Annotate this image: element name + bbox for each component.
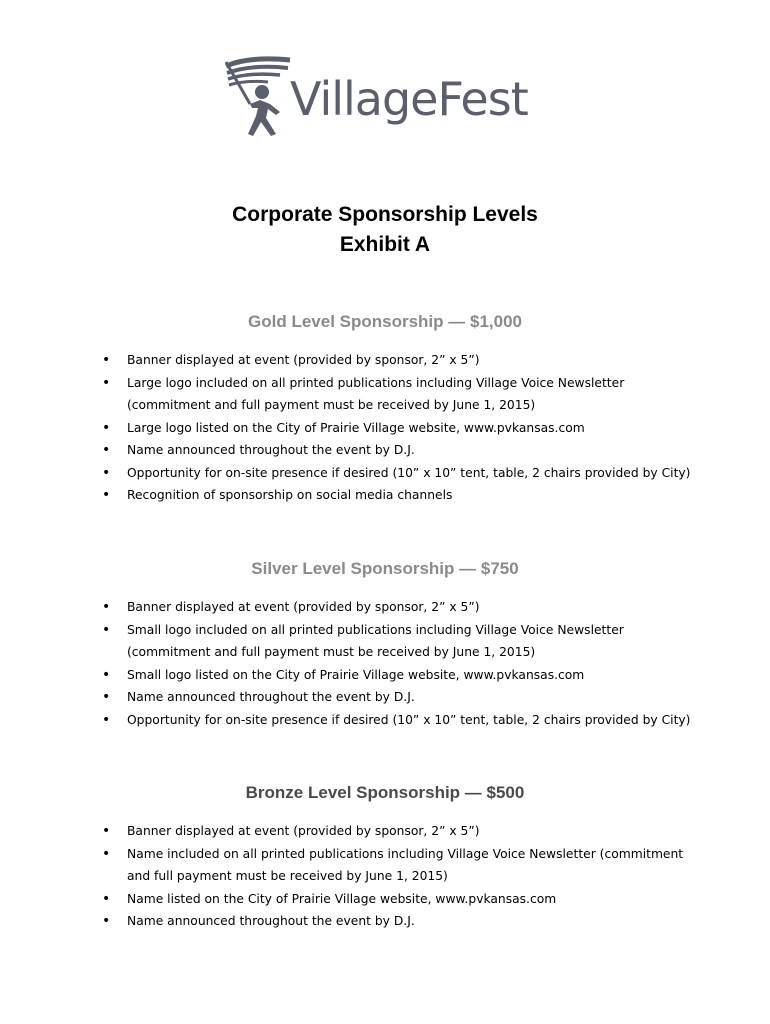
list-item: • Small logo included on all printed publications including Village Voice Newsletter — [105, 619, 705, 642]
list-item: • Name included on all printed publications including Village Voice Newsletter (commitment — [105, 843, 705, 866]
list-item: • Recognition of sponsorship on social media channels — [105, 484, 705, 507]
bronze-benefits-list — [105, 820, 705, 933]
list-item: • Name announced throughout the event by D.J. — [105, 910, 705, 933]
list-item-continuation: (commitment and full payment must be received by June 1, 2015) — [127, 398, 536, 412]
page-title: Corporate Sponsorship Levels — [232, 203, 538, 226]
list-item: • Name listed on the City of Prairie Village website, www.pvkansas.com — [105, 888, 705, 911]
list-item: • Small logo listed on the City of Prairie Village website, www.pvkansas.com — [105, 664, 705, 687]
logo-wordmark: VillageFest — [290, 72, 528, 126]
list-item: • Opportunity for on-site presence if desired (10” x 10” tent, table, 2 chairs provided by City) — [105, 462, 705, 485]
list-item: • Banner displayed at event (provided by sponsor, 2” x 5”) — [105, 596, 705, 619]
list-item-continuation: and full payment must be received by June 1, 2015) — [127, 869, 448, 883]
list-item: • Name announced throughout the event by D.J. — [105, 686, 705, 709]
list-item: • Banner displayed at event (provided by sponsor, 2” x 5”) — [105, 349, 705, 372]
flag-bearer-icon — [220, 52, 300, 142]
list-item: • Opportunity for on-site presence if desired (10” x 10” tent, table, 2 chairs provided by City) — [105, 709, 705, 732]
gold-benefits-list — [105, 349, 705, 507]
villagefest-logo — [220, 52, 528, 142]
list-item: • Large logo included on all printed publications including Village Voice Newsletter — [105, 372, 705, 395]
list-item: • Large logo listed on the City of Prairie Village website, www.pvkansas.com — [105, 417, 705, 440]
page-subtitle: Exhibit A — [339, 233, 431, 256]
gold-section-heading: Gold Level Sponsorship — $1,000 — [248, 312, 522, 331]
list-item: • Banner displayed at event (provided by sponsor, 2” x 5”) — [105, 820, 705, 843]
list-item: • Name announced throughout the event by D.J. — [105, 439, 705, 462]
silver-section-heading: Silver Level Sponsorship — $750 — [251, 559, 519, 578]
list-item-continuation: (commitment and full payment must be received by June 1, 2015) — [127, 645, 536, 659]
silver-benefits-list — [105, 596, 705, 731]
bronze-section-heading: Bronze Level Sponsorship — $500 — [245, 783, 525, 802]
